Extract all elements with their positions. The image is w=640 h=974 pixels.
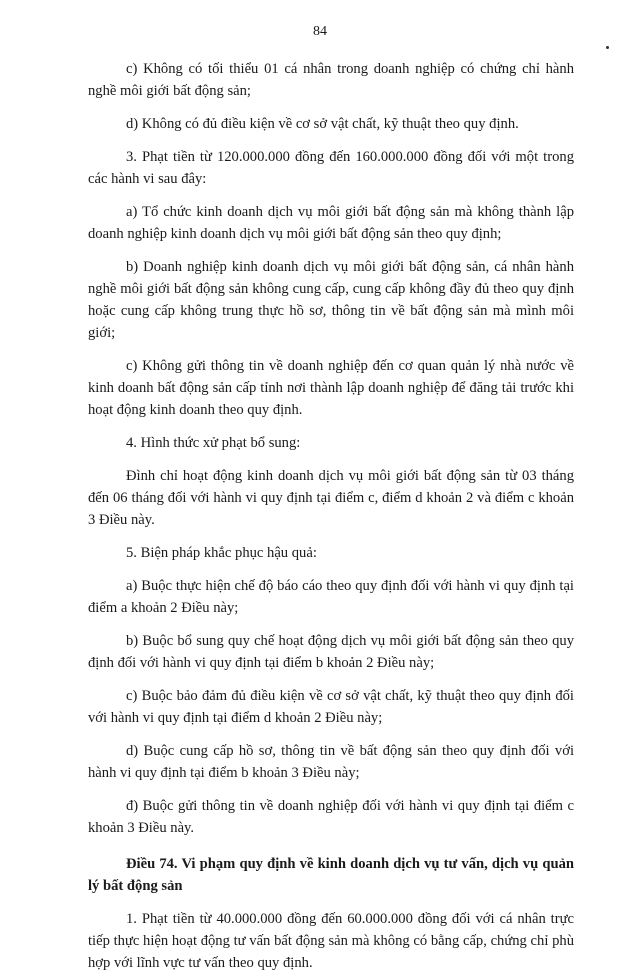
- paragraph-3a: a) Tổ chức kinh doanh dịch vụ môi giới bất động sản mà không thành lập doanh nghiệp kinh doanh dịch vụ môi giới bất động sản theo quy định;: [88, 204, 574, 242]
- page-number: 84: [313, 24, 327, 39]
- paragraph-3b: b) Doanh nghiệp kinh doanh dịch vụ môi giới bất động sản, cá nhân hành nghề môi giới bất động sản không cung cấp, cung cấp không đầy đủ theo quy định hoặc cung cấp không trung thực hồ sơ, thông tin về bất động sản mà mình môi giới;: [88, 259, 574, 341]
- paragraph-5b: b) Buộc bổ sung quy chế hoạt động dịch vụ môi giới bất động sản theo quy định đối với hành vi quy định tại điểm b khoản 2 Điều này;: [88, 633, 574, 671]
- paragraph-74-1: 1. Phạt tiền từ 40.000.000 đồng đến 60.000.000 đồng đối với cá nhân trực tiếp thực hiện hoạt động tư vấn bất động sản mà không có bằng cấp, chứng chỉ phù hợp với lĩnh vực tư vấn theo quy định.: [88, 911, 574, 971]
- paragraph-clause-5: 5. Biện pháp khắc phục hậu quả:: [126, 545, 317, 561]
- paragraph-5dd: đ) Buộc gửi thông tin về doanh nghiệp đối với hành vi quy định tại điểm c khoản 3 Điều này.: [88, 798, 574, 836]
- paragraph-clause-4: 4. Hình thức xử phạt bổ sung:: [126, 435, 301, 451]
- paragraph-2c: c) Không có tối thiểu 01 cá nhân trong doanh nghiệp có chứng chỉ hành nghề môi giới bất động sản;: [88, 61, 574, 99]
- scan-speck: [606, 46, 609, 49]
- paragraph-5d: d) Buộc cung cấp hồ sơ, thông tin về bất động sản theo quy định đối với hành vi quy định tại điểm b khoản 3 Điều này;: [88, 743, 574, 781]
- paragraph-clause-3: 3. Phạt tiền từ 120.000.000 đồng đến 160.000.000 đồng đối với một trong các hành vi sau đây:: [88, 149, 574, 187]
- paragraph-3c: c) Không gửi thông tin về doanh nghiệp đến cơ quan quản lý nhà nước về kinh doanh bất động sản cấp tỉnh nơi thành lập doanh nghiệp để đăng tải trước khi hoạt động kinh doanh theo quy định.: [88, 358, 574, 418]
- paragraph-2d: d) Không có đủ điều kiện về cơ sở vật chất, kỹ thuật theo quy định.: [126, 116, 519, 132]
- document-body: [88, 0, 574, 974]
- paragraph-5c: c) Buộc bảo đảm đủ điều kiện về cơ sở vật chất, kỹ thuật theo quy định đối với hành vi quy định tại điểm d khoản 2 Điều này;: [88, 688, 574, 726]
- paragraph-5a: a) Buộc thực hiện chế độ báo cáo theo quy định đối với hành vi quy định tại điểm a khoản 2 Điều này;: [88, 578, 574, 616]
- paragraph-4-body: Đình chỉ hoạt động kinh doanh dịch vụ môi giới bất động sản từ 03 tháng đến 06 tháng đối với hành vi quy định tại điểm c, điểm d khoản 2 và điểm c khoản 3 Điều này.: [88, 468, 574, 528]
- article-74-heading: Điều 74. Vi phạm quy định về kinh doanh dịch vụ tư vấn, dịch vụ quản lý bất động sản: [88, 856, 574, 894]
